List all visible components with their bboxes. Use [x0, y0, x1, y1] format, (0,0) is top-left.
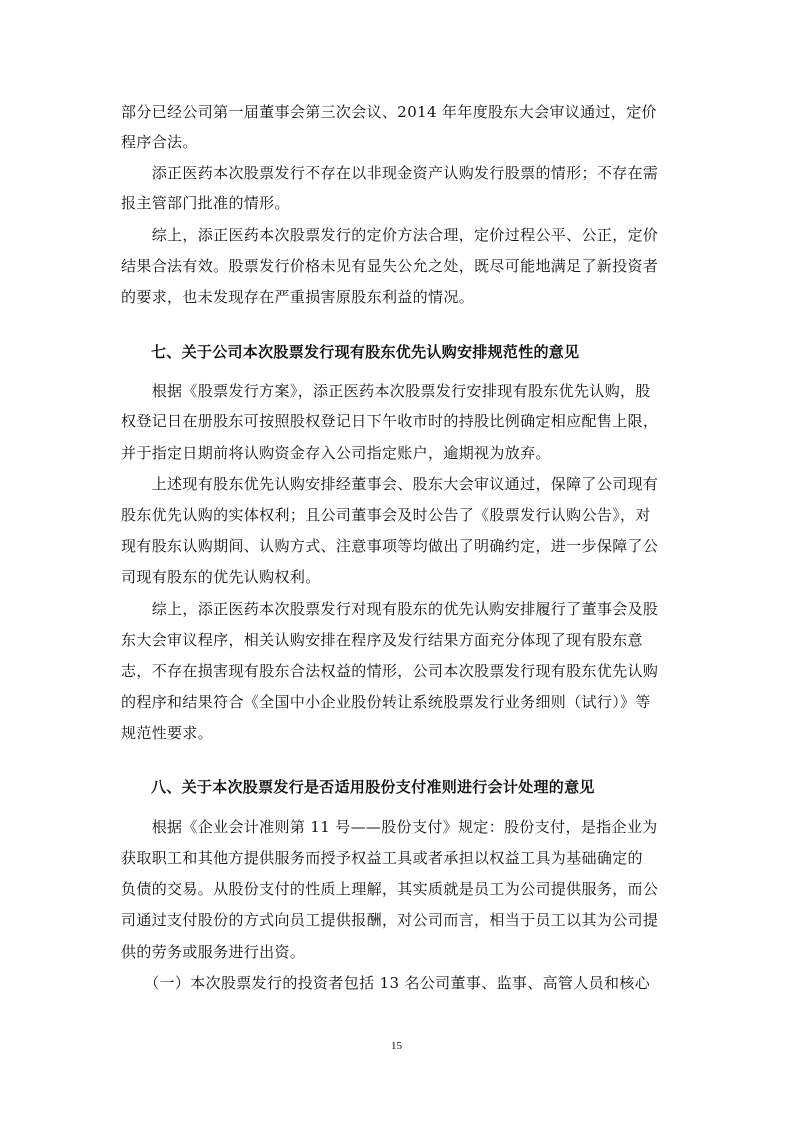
section-heading-7: 七、关于公司本次股票发行现有股东优先认购安排规范性的意见 — [151, 343, 580, 361]
paragraph-line: 志，不存在损害现有股东合法权益的情形，公司本次股票发行现有股东优先认购 — [121, 662, 659, 680]
paragraph-line: 规范性要求。 — [121, 724, 214, 742]
paragraph-line: 的要求，也未发现存在严重损害原股东利益的情况。 — [121, 288, 475, 306]
paragraph-line: 报主管部门批准的情形。 — [121, 194, 290, 212]
paragraph-line: 上述现有股东优先认购安排经董事会、股东大会审议通过，保障了公司现有 — [121, 475, 659, 493]
paragraph-line: 司现有股东的优先认购权利。 — [121, 568, 321, 586]
paragraph-line: 综上，添正医药本次股票发行的定价方法合理，定价过程公平、公正，定价 — [121, 226, 659, 244]
paragraph-line: 程序合法。 — [121, 133, 198, 151]
paragraph-line: 根据《企业会计准则第 11 号——股份支付》规定：股份支付，是指企业为 — [121, 818, 658, 836]
paragraph-line: 的程序和结果符合《全国中小企业股份转让系统股票发行业务细则（试行）》等 — [121, 693, 651, 711]
paragraph-line: 部分已经公司第一届董事会第三次会议、2014 年年度股东大会审议通过，定价 — [121, 103, 657, 121]
paragraph-line: 并于指定日期前将认购资金存入公司指定账户，逾期视为放弃。 — [121, 444, 551, 462]
paragraph-line: 综上，添正医药本次股票发行对现有股东的优先认购安排履行了董事会及股 — [121, 600, 659, 618]
paragraph-line: （一）本次股票发行的投资者包括 13 名公司董事、监事、高管人员和核心 — [121, 974, 651, 992]
paragraph-line: 添正医药本次股票发行不存在以非现金资产认购发行股票的情形；不存在需 — [121, 164, 659, 182]
paragraph-line: 司通过支付股份的方式向员工提供报酬，对公司而言，相当于员工以其为公司提 — [121, 911, 659, 929]
section-heading-8: 八、关于本次股票发行是否适用股份支付准则进行会计处理的意见 — [151, 778, 595, 796]
paragraph-line: 根据《股票发行方案》，添正医药本次股票发行安排现有股东优先认购，股 — [121, 382, 651, 400]
paragraph-line: 供的劳务或服务进行出资。 — [121, 943, 306, 961]
paragraph-line: 结果合法有效。股票发行价格未见有显失公允之处，既尽可能地满足了新投资者 — [121, 257, 659, 275]
paragraph-line: 获取职工和其他方提供服务而授予权益工具或者承担以权益工具为基础确定的 — [121, 849, 643, 867]
paragraph-line: 权登记日在册股东可按照股权登记日下午收市时的持股比例确定相应配售上限， — [121, 412, 659, 430]
paragraph-line: 东大会审议程序，相关认购安排在程序及发行结果方面充分体现了现有股东意 — [121, 631, 643, 649]
paragraph-line: 股东优先认购的实体权利；且公司董事会及时公告了《股票发行认购公告》，对 — [121, 506, 651, 524]
paragraph-line: 现有股东认购期间、认购方式、注意事项等均做出了明确约定，进一步保障了公 — [121, 537, 659, 555]
paragraph-line: 负债的交易。从股份支付的性质上理解，其实质就是员工为公司提供服务，而公 — [121, 880, 659, 898]
page-number: 15 — [391, 1040, 402, 1052]
